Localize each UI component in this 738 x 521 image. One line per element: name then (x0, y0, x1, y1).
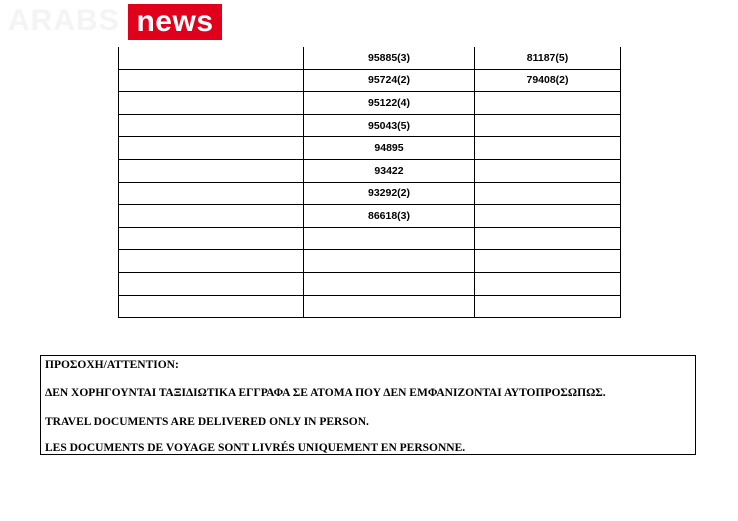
table-cell: 95724(2) (304, 69, 475, 92)
table-cell (119, 227, 304, 250)
table-cell (475, 272, 621, 295)
table-cell (119, 47, 304, 69)
table-row (119, 182, 621, 205)
table-cell (475, 159, 621, 182)
table-cell (119, 137, 304, 160)
table-cell: 79408(2) (475, 69, 621, 92)
table-row (119, 250, 621, 273)
table-row (119, 227, 621, 250)
attention-notice-box (40, 355, 696, 455)
table-cell (475, 250, 621, 273)
table-cell (304, 295, 475, 318)
logo-faded-text: ARABS (8, 4, 120, 37)
table-row (119, 272, 621, 295)
table-cell (119, 182, 304, 205)
table-row (119, 69, 621, 92)
table-cell (475, 114, 621, 137)
table-cell (119, 250, 304, 273)
table-row (119, 92, 621, 115)
table-row (119, 137, 621, 160)
table-cell: 95043(5) (304, 114, 475, 137)
table-cell (475, 137, 621, 160)
table-cell: 93422 (304, 159, 475, 182)
table-row (119, 205, 621, 228)
results-table (118, 47, 621, 318)
table-cell (119, 92, 304, 115)
table-cell: 81187(5) (475, 47, 621, 69)
table-cell (475, 182, 621, 205)
table-row (119, 114, 621, 137)
results-table-body (119, 47, 621, 318)
table-cell: 93292(2) (304, 182, 475, 205)
table-row (119, 159, 621, 182)
table-cell (119, 114, 304, 137)
table-cell: 95122(4) (304, 92, 475, 115)
table-cell (119, 272, 304, 295)
table-cell (475, 205, 621, 228)
table-cell (475, 92, 621, 115)
notice-english-line: TRAVEL DOCUMENTS ARE DELIVERED ONLY IN PERSON. (45, 416, 369, 428)
table-row (119, 47, 621, 69)
table-cell: 86618(3) (304, 205, 475, 228)
table-cell (475, 295, 621, 318)
notice-heading: ΠΡΟΣΟΧΗ/ATTENTION: (45, 359, 179, 371)
table-cell: 94895 (304, 137, 475, 160)
table-cell (475, 227, 621, 250)
table-cell (304, 227, 475, 250)
notice-greek-line: ΔΕΝ ΧΟΡΗΓΟΥΝΤΑΙ ΤΑΞΙΔΙΩΤΙΚΑ ΕΓΓΡΑΦΑ ΣΕ ΑΤΟΜΑ ΠΟΥ ΔΕΝ ΕΜΦΑΝΙΖΟΝΤΑΙ ΑΥΤΟΠΡΟΣΩΠΩΣ. (45, 387, 606, 399)
table-cell (119, 159, 304, 182)
table-cell (119, 69, 304, 92)
table-cell (119, 205, 304, 228)
table-cell: 95885(3) (304, 47, 475, 69)
logo-news-badge: news (128, 4, 222, 40)
table-cell (304, 250, 475, 273)
notice-french-line: LES DOCUMENTS DE VOYAGE SONT LIVRÉS UNIQUEMENT EN PERSONNE. (45, 442, 466, 454)
table-row (119, 295, 621, 318)
table-cell (304, 272, 475, 295)
arabsnews-logo (0, 0, 230, 46)
table-cell (119, 295, 304, 318)
